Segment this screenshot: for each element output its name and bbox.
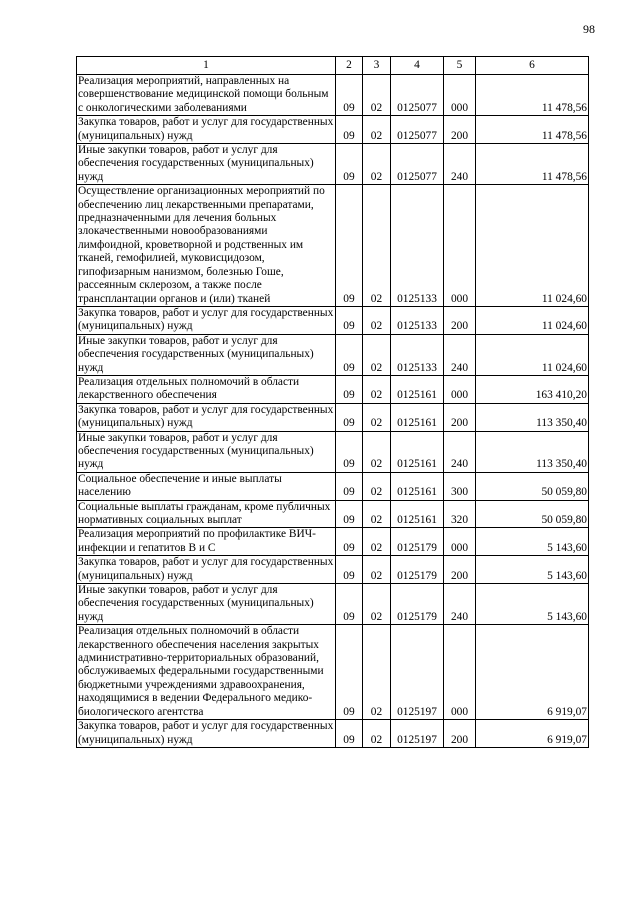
row-description: Социальное обеспечение и иные выплаты населению (77, 472, 336, 500)
table-row (77, 720, 589, 748)
row-description: Закупка товаров, работ и услуг для государственных (муниципальных) нужд (77, 116, 336, 144)
row-target-article-code: 0125077 (391, 144, 444, 185)
row-subsection-code: 02 (363, 403, 391, 431)
row-subsection-code: 02 (363, 431, 391, 472)
row-section-code: 09 (336, 500, 363, 528)
row-amount: 11 024,60 (476, 306, 589, 334)
row-description: Иные закупки товаров, работ и услуг для обеспечения государственных (муниципальных) нужд (77, 334, 336, 375)
row-subsection-code: 02 (363, 500, 391, 528)
table-body (77, 75, 589, 748)
row-description: Иные закупки товаров, работ и услуг для обеспечения государственных (муниципальных) нужд (77, 431, 336, 472)
row-amount: 6 919,07 (476, 720, 589, 748)
header-col-4: 4 (391, 57, 444, 75)
row-description: Реализация отдельных полномочий в области лекарственного обеспечения населения закрытых административно-территориальных образований, обслуживаемых федеральными государственными бюджетными учреждениями здравоохранения, находящимися в ведении Федерального медико-биологического агентства (77, 625, 336, 720)
row-description: Закупка товаров, работ и услуг для государственных (муниципальных) нужд (77, 556, 336, 584)
row-target-article-code: 0125179 (391, 528, 444, 556)
row-target-article-code: 0125161 (391, 375, 444, 403)
row-subsection-code: 02 (363, 144, 391, 185)
header-col-6: 6 (476, 57, 589, 75)
row-expense-type-code: 240 (444, 334, 476, 375)
row-expense-type-code: 200 (444, 556, 476, 584)
row-section-code: 09 (336, 431, 363, 472)
row-expense-type-code: 000 (444, 375, 476, 403)
table-row (77, 306, 589, 334)
row-expense-type-code: 000 (444, 75, 476, 116)
row-amount: 11 478,56 (476, 116, 589, 144)
table-row (77, 75, 589, 116)
page-number: 98 (583, 22, 595, 36)
row-amount: 113 350,40 (476, 431, 589, 472)
table-row (77, 116, 589, 144)
row-subsection-code: 02 (363, 720, 391, 748)
header-col-1: 1 (77, 57, 336, 75)
row-amount: 11 024,60 (476, 334, 589, 375)
table-row (77, 528, 589, 556)
row-amount: 5 143,60 (476, 584, 589, 625)
table-row (77, 584, 589, 625)
row-section-code: 09 (336, 116, 363, 144)
table-row (77, 431, 589, 472)
row-description: Закупка товаров, работ и услуг для государственных (муниципальных) нужд (77, 403, 336, 431)
row-expense-type-code: 320 (444, 500, 476, 528)
header-row (77, 57, 589, 75)
row-amount: 11 478,56 (476, 75, 589, 116)
row-section-code: 09 (336, 306, 363, 334)
row-amount: 50 059,80 (476, 500, 589, 528)
row-description: Реализация мероприятий по профилактике ВИЧ-инфекции и гепатитов B и C (77, 528, 336, 556)
table-row (77, 144, 589, 185)
row-expense-type-code: 300 (444, 472, 476, 500)
row-subsection-code: 02 (363, 306, 391, 334)
row-target-article-code: 0125133 (391, 334, 444, 375)
row-target-article-code: 0125133 (391, 185, 444, 307)
row-target-article-code: 0125077 (391, 116, 444, 144)
row-section-code: 09 (336, 720, 363, 748)
row-section-code: 09 (336, 556, 363, 584)
row-section-code: 09 (336, 375, 363, 403)
row-expense-type-code: 200 (444, 720, 476, 748)
row-description: Реализация мероприятий, направленных на совершенствование медицинской помощи больным с онкологическими заболеваниями (77, 75, 336, 116)
row-subsection-code: 02 (363, 375, 391, 403)
header-col-5: 5 (444, 57, 476, 75)
row-subsection-code: 02 (363, 116, 391, 144)
row-amount: 113 350,40 (476, 403, 589, 431)
row-expense-type-code: 000 (444, 528, 476, 556)
budget-table (76, 56, 589, 748)
row-target-article-code: 0125161 (391, 472, 444, 500)
row-expense-type-code: 000 (444, 185, 476, 307)
row-subsection-code: 02 (363, 185, 391, 307)
table-row (77, 185, 589, 307)
row-target-article-code: 0125133 (391, 306, 444, 334)
row-subsection-code: 02 (363, 334, 391, 375)
header-col-3: 3 (363, 57, 391, 75)
table-row (77, 556, 589, 584)
row-target-article-code: 0125197 (391, 625, 444, 720)
row-expense-type-code: 240 (444, 431, 476, 472)
table-row (77, 403, 589, 431)
row-subsection-code: 02 (363, 625, 391, 720)
table-row (77, 500, 589, 528)
row-section-code: 09 (336, 144, 363, 185)
row-amount: 6 919,07 (476, 625, 589, 720)
row-subsection-code: 02 (363, 556, 391, 584)
row-amount: 11 478,56 (476, 144, 589, 185)
row-section-code: 09 (336, 185, 363, 307)
row-section-code: 09 (336, 403, 363, 431)
row-description: Осуществление организационных мероприятий по обеспечению лиц лекарственными препаратами, предназначенными для лечения больных злокачественными новообразованиями лимфоидной, кроветворной и родственных им тканей, гемофилией, муковисцидозом, гипофизарным нанизмом, болезнью Гоше, рассеянным склерозом, а также после трансплантации органов и (или) тканей (77, 185, 336, 307)
row-section-code: 09 (336, 334, 363, 375)
row-subsection-code: 02 (363, 584, 391, 625)
row-target-article-code: 0125179 (391, 556, 444, 584)
row-description: Реализация отдельных полномочий в области лекарственного обеспечения (77, 375, 336, 403)
row-description: Закупка товаров, работ и услуг для государственных (муниципальных) нужд (77, 720, 336, 748)
row-section-code: 09 (336, 584, 363, 625)
row-section-code: 09 (336, 528, 363, 556)
table-row (77, 375, 589, 403)
row-expense-type-code: 000 (444, 625, 476, 720)
table-row (77, 472, 589, 500)
header-col-2: 2 (336, 57, 363, 75)
row-target-article-code: 0125161 (391, 500, 444, 528)
row-description: Иные закупки товаров, работ и услуг для обеспечения государственных (муниципальных) нужд (77, 584, 336, 625)
row-target-article-code: 0125179 (391, 584, 444, 625)
row-description: Социальные выплаты гражданам, кроме публичных нормативных социальных выплат (77, 500, 336, 528)
row-amount: 11 024,60 (476, 185, 589, 307)
row-amount: 50 059,80 (476, 472, 589, 500)
row-amount: 5 143,60 (476, 556, 589, 584)
row-subsection-code: 02 (363, 528, 391, 556)
row-section-code: 09 (336, 75, 363, 116)
row-target-article-code: 0125161 (391, 403, 444, 431)
row-subsection-code: 02 (363, 75, 391, 116)
row-expense-type-code: 200 (444, 306, 476, 334)
table-row (77, 334, 589, 375)
row-expense-type-code: 200 (444, 116, 476, 144)
row-amount: 163 410,20 (476, 375, 589, 403)
row-subsection-code: 02 (363, 472, 391, 500)
row-expense-type-code: 240 (444, 144, 476, 185)
row-target-article-code: 0125197 (391, 720, 444, 748)
row-target-article-code: 0125161 (391, 431, 444, 472)
row-expense-type-code: 240 (444, 584, 476, 625)
row-description: Закупка товаров, работ и услуг для государственных (муниципальных) нужд (77, 306, 336, 334)
table-row (77, 625, 589, 720)
row-description: Иные закупки товаров, работ и услуг для обеспечения государственных (муниципальных) нужд (77, 144, 336, 185)
row-section-code: 09 (336, 625, 363, 720)
row-section-code: 09 (336, 472, 363, 500)
row-target-article-code: 0125077 (391, 75, 444, 116)
table-header (77, 57, 589, 75)
row-expense-type-code: 200 (444, 403, 476, 431)
row-amount: 5 143,60 (476, 528, 589, 556)
